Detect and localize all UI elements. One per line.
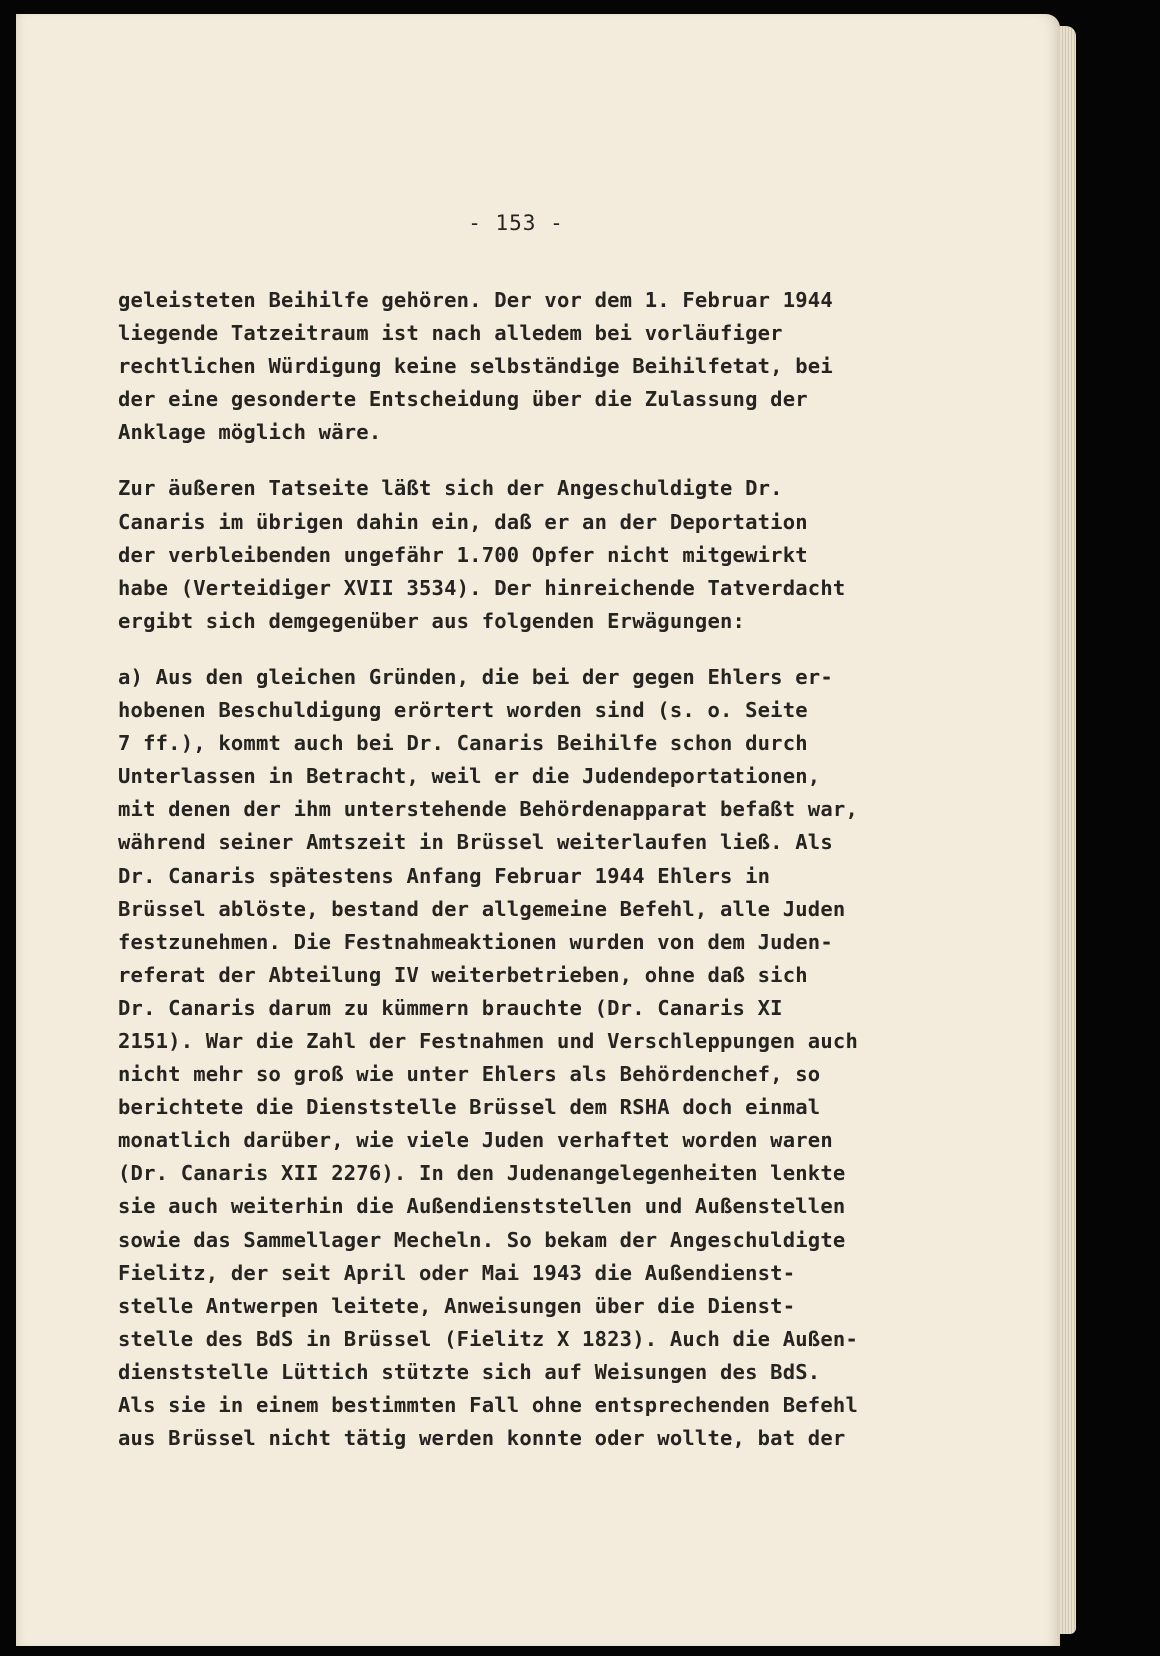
text-line: Fielitz, der seit April oder Mai 1943 die Außendienst- xyxy=(118,1260,796,1285)
text-line: Als sie in einem bestimmten Fall ohne entsprechenden Befehl xyxy=(118,1393,858,1417)
text-line: Brüssel ablöste, bestand der allgemeine Befehl, alle Juden xyxy=(118,896,846,921)
text-line: referat der Abteilung IV weiterbetrieben, ohne daß sich xyxy=(118,962,808,987)
text-line: ergibt sich demgegenüber aus folgenden Erwägungen: xyxy=(118,608,746,633)
page-number: - 153 - xyxy=(468,211,564,235)
text-line: berichtete die Dienststelle Brüssel dem RSHA doch einmal xyxy=(118,1095,821,1120)
document-page xyxy=(16,14,1060,1646)
text-line: stelle des BdS in Brüssel (Fielitz X 1823). Auch die Außen- xyxy=(118,1326,858,1351)
text-line: geleisteten Beihilfe gehören. Der vor dem 1. Februar 1944 xyxy=(118,288,833,312)
paragraph-3 xyxy=(118,661,938,1455)
text-line: rechtlichen Würdigung keine selbständige Beihilfetat, bei xyxy=(118,354,833,379)
text-line: habe (Verteidiger XVII 3534). Der hinreichende Tatverdacht xyxy=(118,575,846,600)
text-line: hobenen Beschuldigung erörtert worden sind (s. o. Seite xyxy=(118,698,808,723)
text-line: nicht mehr so groß wie unter Ehlers als Behördenchef, so xyxy=(118,1062,821,1087)
body-text xyxy=(118,284,938,1478)
text-line: dienststelle Lüttich stützte sich auf Weisungen des BdS. xyxy=(118,1359,821,1384)
text-line: Dr. Canaris darum zu kümmern brauchte (Dr. Canaris XI xyxy=(118,995,783,1020)
text-line: sie auch weiterhin die Außendienststellen und Außenstellen xyxy=(118,1194,846,1219)
page-edges xyxy=(1060,26,1076,1634)
paragraph-1 xyxy=(118,284,938,449)
text-line: Anklage möglich wäre. xyxy=(118,420,382,445)
text-line: mit denen der ihm unterstehende Behördenapparat befaßt war, xyxy=(118,797,858,822)
text-line: liegende Tatzeitraum ist nach alledem bei vorläufiger xyxy=(118,321,783,346)
text-line: 7 ff.), kommt auch bei Dr. Canaris Beihilfe schon durch xyxy=(118,731,808,756)
text-line: der verbleibenden ungefähr 1.700 Opfer nicht mitgewirkt xyxy=(118,542,808,567)
text-line: der eine gesonderte Entscheidung über die Zulassung der xyxy=(118,387,808,412)
text-line: sowie das Sammellager Mecheln. So bekam der Angeschuldigte xyxy=(118,1227,846,1252)
text-line: monatlich darüber, wie viele Juden verhaftet worden waren xyxy=(118,1128,833,1153)
text-line: a) Aus den gleichen Gründen, die bei der gegen Ehlers er- xyxy=(118,664,833,689)
text-line: während seiner Amtszeit in Brüssel weiterlaufen ließ. Als xyxy=(118,830,833,855)
text-line: festzunehmen. Die Festnahmeaktionen wurden von dem Juden- xyxy=(118,929,833,954)
text-line: Unterlassen in Betracht, weil er die Judendeportationen, xyxy=(118,764,821,789)
text-line: Dr. Canaris spätestens Anfang Februar 1944 Ehlers in xyxy=(118,863,771,888)
paragraph-2 xyxy=(118,472,938,637)
text-line: Canaris im übrigen dahin ein, daß er an der Deportation xyxy=(118,509,808,534)
text-line: (Dr. Canaris XII 2276). In den Judenangelegenheiten lenkte xyxy=(118,1161,846,1186)
text-line: stelle Antwerpen leitete, Anweisungen über die Dienst- xyxy=(118,1293,796,1318)
text-line: Zur äußeren Tatseite läßt sich der Angeschuldigte Dr. xyxy=(118,476,783,501)
text-line: 2151). War die Zahl der Festnahmen und Verschleppungen auch xyxy=(118,1028,858,1053)
text-line: aus Brüssel nicht tätig werden konnte oder wollte, bat der xyxy=(118,1426,846,1451)
